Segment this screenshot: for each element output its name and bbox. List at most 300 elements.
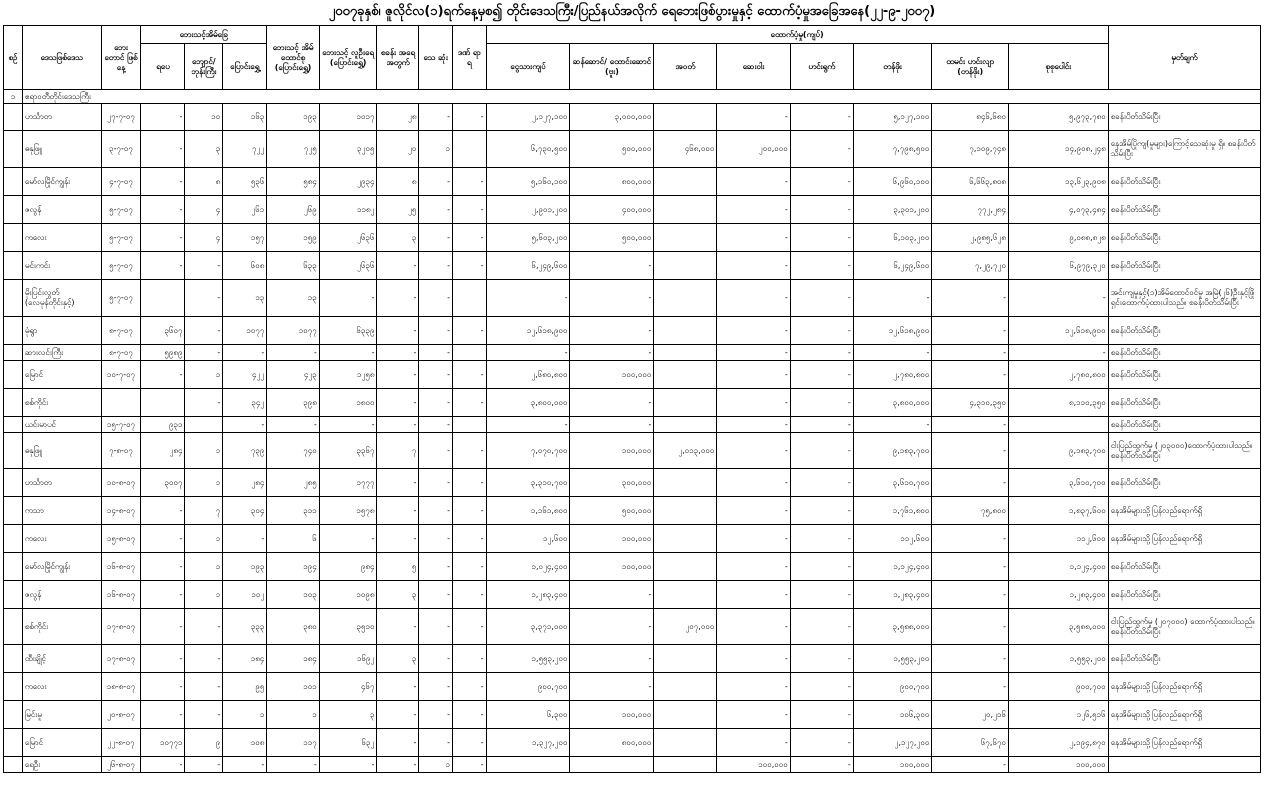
cell-cash: - [486,280,570,317]
cell-rice: ၁၀၀,၀၀၀ [570,701,654,729]
cell-cost: ၁၀၆,၃၀၀ [853,701,932,729]
cell-sm: - [185,757,223,773]
cell-med: - [717,609,790,645]
col-aff-people: ဘေးသင့် လူဦးရေ (ပြောင်းရွှေ့) [319,26,377,90]
cell-date: ၁၇-၈-၀၇ [101,645,141,673]
cell-sm: - [185,673,223,701]
cell-ahh: - [267,417,319,433]
relief-table [3,25,1261,773]
cell-oth: - [932,581,1009,609]
cell-cp: ၇ [377,433,419,469]
cell-hh: - [141,168,185,196]
cell-d: - [419,361,453,389]
cell-med: - [717,317,790,345]
cell-d: - [419,252,453,280]
cell-cl [654,252,717,280]
cell-rice: - [570,417,654,433]
cell-m [452,131,486,168]
col-area: ဒေသဖြစ်ဒေသ [22,26,101,90]
cell-rem: စခန်းပိတ်သိမ်းပြီး [1108,104,1260,131]
cell-tot: ၂,၁၉၄,၈၇၀ [1008,729,1108,757]
cell-d: - [419,196,453,224]
cell-cost: ၇,၇၉၈,၅၀၀ [853,131,932,168]
cell-cash: ၉၀၀,၇၀၀ [486,673,570,701]
cell-no [4,581,23,609]
cell-cl [654,317,717,345]
cell-cash: - [486,417,570,433]
cell-oth: ၆၇,၆၇၀ [932,729,1009,757]
cell-m: - [452,469,486,497]
cell-rem: စခန်းပိတ်သိမ်းပြီး [1108,224,1260,252]
cell-cost: ၆,၉၆၀,၁၀၀ [853,168,932,196]
cell-cost: ၆,၁၀၃,၂၀၀ [853,224,932,252]
cell-ap: ၁၀၁၇ [319,104,377,131]
cell-d: - [419,389,453,417]
cell-cp: ၃ [377,224,419,252]
cell-cp: ၃ [377,645,419,673]
cell-area: ကသာ [22,497,101,525]
cell-ahh: ၁၁၇ [267,729,319,757]
cell-med: - [717,469,790,497]
cell-area: စစ်ကိုင်း [22,609,101,645]
col-cost: တန်ဖိုး [853,44,932,90]
cell-rice: ၅၀၀,၀၀၀ [570,131,654,168]
cell-rl: ၃၃၃ [223,609,267,645]
cell-rem: စခန်းပိတ်သိမ်းပြီး [1108,581,1260,609]
cell-rl: - [223,525,267,553]
cell-cp: ၂၀ [377,131,419,168]
cell-sm: ၃ [185,131,223,168]
cell-oth: - [932,553,1009,581]
cell-oth: - [932,673,1009,701]
cell-m: - [452,701,486,729]
cell-area: ရေဦး [22,757,101,773]
cell-med: - [717,224,790,252]
table-row [4,469,1261,497]
cell-rl: ၁၅၇ [223,224,267,252]
cell-oth: - [932,417,1009,433]
cell-cl [654,417,717,433]
cell-ap: - [319,280,377,317]
cell-rem: စခန်းပိတ်သိမ်းပြီး [1108,196,1260,224]
cell-rl: ၃၄၂ [223,389,267,417]
cell-area: ဇလွန် [22,196,101,224]
cell-cp: ၃ [377,581,419,609]
cell-no [4,131,23,168]
cell-med: - [717,645,790,673]
cell-ahh: ၁၅၉ [267,224,319,252]
cell-cost: ၁,၅၅၃,၂၀၀ [853,645,932,673]
table-row [4,553,1261,581]
cell-rice: ၈၀၀,၀၀၀ [570,729,654,757]
cell-cp: - [377,729,419,757]
table-row [4,525,1261,553]
cell-rl: - [223,757,267,773]
col-date: ဘေး တောင် ဖြစ်နေ့ [101,26,141,90]
cell-rice: - [570,345,654,361]
table-row [4,417,1261,433]
cell-cost: ၂,၁၂၇,၂၀၀ [853,729,932,757]
table-row [4,104,1261,131]
cell-ahh: - [267,757,319,773]
cell-cl [654,361,717,389]
cell-rl: ၁၉၃ [223,553,267,581]
cell-cp: ၂၅ [377,196,419,224]
cell-m: - [452,252,486,280]
cell-cp: - [377,252,419,280]
cell-rem: စခန်းပိတ်သိမ်းပြီး [1108,553,1260,581]
cell-ap: ၂၆၃၆ [319,252,377,280]
cell-ap: ၃၅၁၀ [319,609,377,645]
cell-d: - [419,729,453,757]
table-row [4,252,1261,280]
cell-area: ကလေး [22,525,101,553]
cell-cash: ၁၂,၆၀၀ [486,525,570,553]
cell-rem: စခန်းပိတ်သိမ်းပြီး [1108,361,1260,389]
cell-no [4,196,23,224]
section-no: ၁ [4,90,23,104]
cell-d: - [419,525,453,553]
cell-rl: ၂၆၁ [223,196,267,224]
cell-d: - [419,433,453,469]
col-other: ထမင်း ဟင်းလျာ (တန်ဖိုး) [932,44,1009,90]
cell-ap: ၁၅၇၈ [319,497,377,525]
cell-sm: ၁ [185,525,223,553]
cell-date: ၂၇-၇-၀၇ [101,104,141,131]
cell-cl [654,525,717,553]
table-row [4,196,1261,224]
cell-date: ၈-၇-၀၇ [101,345,141,361]
cell-med: - [717,280,790,317]
cell-ahh: ၁၀၃ [267,581,319,609]
cell-no [4,609,23,645]
cell-ahh: ၆၃၃ [267,252,319,280]
cell-area: ဟင်္သာတ [22,104,101,131]
cell-oth: - [932,361,1009,389]
cell-rem: စခန်းပိတ်သိမ်းပြီး [1108,389,1260,417]
cell-rem: ငါးပြည်ထွက်မှု (၂၀၇၀၀၀) ထောက်ပံ့ထားပါသည်။ စခန်းပိတ်သိမ်းပြီး [1108,609,1260,645]
cell-med: ၁၀၀,၀၀၀ [717,757,790,773]
cell-sm: ၁ [185,433,223,469]
cell-rem: စခန်းပိတ်သိမ်းပြီး [1108,345,1260,361]
cell-tot: ၃,၅၈၈,၀၀၀ [1008,609,1108,645]
cell-rem: စခန်းပိတ်သိမ်းပြီး [1108,317,1260,345]
col-remarks: မှတ်ချက် [1108,26,1260,90]
cell-oil: - [790,417,853,433]
cell-tot: ၆,၉၇၉,၃၂၀ [1008,252,1108,280]
cell-oil: - [790,345,853,361]
cell-rice: - [570,389,654,417]
cell-ap: ၁၈၀၀ [319,389,377,417]
cell-med: - [717,361,790,389]
cell-rl: ၁ [223,701,267,729]
cell-rice: - [570,280,654,317]
col-cash: ငွေသားကျပ် [486,44,570,90]
cell-ahh: ၃၁၁ [267,497,319,525]
cell-cash: ၁,၀၂၄,၄၀၀ [486,553,570,581]
cell-oil: - [790,609,853,645]
cell-ap: ၃ [319,701,377,729]
cell-oth: ၂၀,၂၁၆ [932,701,1009,729]
cell-date: ၅-၇-၀၇ [101,252,141,280]
table-row [4,581,1261,609]
cell-oth: - [932,345,1009,361]
cell-m [452,345,486,361]
table-row [4,433,1261,469]
cell-m: - [452,196,486,224]
cell-d: - [419,224,453,252]
cell-date: ၁၄-၈-၀၇ [101,497,141,525]
cell-oil: - [790,196,853,224]
cell-oil: - [790,729,853,757]
cell-d: - [419,104,453,131]
cell-hh: - [141,581,185,609]
cell-cash: ၆,၃၀၀ [486,701,570,729]
cell-hh: ၉၃၁ [141,417,185,433]
cell-d: - [419,609,453,645]
cell-cp: - [377,317,419,345]
cell-date [101,389,141,417]
cell-area: မော်လမြိုင်ကျွန်း [22,168,101,196]
cell-cost: ၁,၁၂၄,၄၀၀ [853,553,932,581]
cell-ap: ၆၃၃၉ [319,317,377,345]
table-row [4,729,1261,757]
cell-rice: - [570,317,654,345]
cell-tot: ၈,၁၁၀,၃၅၀ [1008,389,1108,417]
cell-ahh: ၁၀၇၇ [267,317,319,345]
col-rice: ဆန်ဆောင်/ ထောင်းဆောင် (ဗူး) [570,44,654,90]
cell-oth: - [932,433,1009,469]
cell-tot: ၁,၂၈၃,၄၀၀ [1008,581,1108,609]
cell-m: - [452,553,486,581]
cell-sm: ၁ [185,553,223,581]
cell-ap: ၂၆၃၆ [319,224,377,252]
cell-date: ၁၅-၈-၀၇ [101,525,141,553]
table-row [4,317,1261,345]
cell-date: ၅-၇-၀၇ [101,196,141,224]
cell-oil: - [790,581,853,609]
cell-sm: ၁ [185,581,223,609]
cell-rice: ၅၀၀,၀၀၀ [570,497,654,525]
cell-cl [654,673,717,701]
cell-oil: - [790,224,853,252]
cell-sm: - [185,389,223,417]
cell-ahh: ၇၄၀ [267,433,319,469]
table-row [4,701,1261,729]
cell-cl [654,389,717,417]
cell-rem [1108,757,1260,773]
cell-date: ၂၂-၈-၀၇ [101,729,141,757]
cell-date: ၅-၇-၀၇ [101,224,141,252]
cell-cl [654,345,717,361]
cell-ahh: ၆ [267,525,319,553]
cell-tot: ၂,၇၈၀,၈၀၀ [1008,361,1108,389]
cell-hh: - [141,131,185,168]
cell-d: - [419,345,453,361]
cell-med: - [717,196,790,224]
cell-no [4,252,23,280]
cell-cp: ၈ [377,168,419,196]
cell-oth: ၇,၁၀၉,၇၄၈ [932,131,1009,168]
cell-oil: - [790,168,853,196]
cell-cash: ၅,၆၀၃,၂၀၀ [486,224,570,252]
cell-no [4,345,23,361]
cell-cash: ၅,၁၆၀,၁၀၀ [486,168,570,196]
cell-cost: ၃,၆၁၀,၇၀၀ [853,469,932,497]
cell-hh: - [141,553,185,581]
cell-ahh: ၁၈၄ [267,645,319,673]
col-missing: ဒဏ် ရာ ရ [452,26,486,90]
cell-rl: ၄၂၂ [223,361,267,389]
cell-m: - [452,168,486,196]
cell-cl [654,104,717,131]
cell-oil: - [790,525,853,553]
cell-cp: - [377,361,419,389]
cell-cp: - [377,389,419,417]
cell-m [452,417,486,433]
cell-tot: ၉,၁၈၃,၇၀၀ [1008,433,1108,469]
cell-sm: - [185,345,223,361]
cell-med: - [717,553,790,581]
cell-oil: - [790,645,853,673]
cell-tot: ၉၀၀,၇၀၀ [1008,673,1108,701]
cell-area: မြင်းမူ [22,701,101,729]
table-row [4,645,1261,673]
cell-rl: ၇၃၉ [223,433,267,469]
cell-m: - [452,609,486,645]
cell-cost: - [853,345,932,361]
cell-tot [1008,417,1108,433]
cell-date: ၄-၇-၀၇ [101,168,141,196]
cell-med: - [717,389,790,417]
cell-hh: - [141,104,185,131]
cell-rem: ငါးပြည်ထွက်မှု (၂၀၃၀၀၀)ထောက်ပံ့ထားပါသည်။ စခန်းပိတ်သိမ်းပြီး [1108,433,1260,469]
cell-cash: ၆,၇၃၀,၅၀၀ [486,131,570,168]
cell-cash: ၂,၆၈၀,၈၀၀ [486,361,570,389]
cell-cash: ၁,၅၅၃,၂၀၀ [486,645,570,673]
cell-ahh: ၃၈၀ [267,609,319,645]
cell-cp: - [377,497,419,525]
cell-area: ဓနုဖြူ [22,433,101,469]
table-row [4,673,1261,701]
cell-d: - [419,701,453,729]
cell-cl [654,196,717,224]
cell-rem: နေအိမ်များသို့ပြန်လည်ရောက်ရှိ [1108,673,1260,701]
cell-m: - [452,497,486,525]
col-relocated: ပြောင်းရွှေ့ [223,44,267,90]
cell-hh: - [141,645,185,673]
cell-ahh: ၂၈၅ [267,469,319,497]
cell-hh: ၁၀၇၇၁ [141,729,185,757]
cell-hh: - [141,224,185,252]
cell-ahh: ၁၉၄ [267,553,319,581]
cell-area: မုံရွာ [22,317,101,345]
cell-rl: ၃၀၄ [223,497,267,525]
cell-oth: ၄,၃၁၀,၃၅၀ [932,389,1009,417]
cell-no [4,645,23,673]
cell-area: ဇလွန် [22,581,101,609]
cell-cl [654,729,717,757]
cell-rl: ၉၅ [223,673,267,701]
cell-oil: - [790,553,853,581]
cell-cp: - [377,701,419,729]
cell-rem: နေအိမ်များသို့ပြန်လည်ရောက်ရှိ [1108,701,1260,729]
cell-m: - [452,433,486,469]
cell-cl [654,497,717,525]
cell-oth: ၆,၆၆၃,၈၀၈ [932,168,1009,196]
cell-m: - [452,389,486,417]
cell-no [4,224,23,252]
cell-ahh: ၃၉၈ [267,389,319,417]
cell-hh: - [141,673,185,701]
cell-ahh: ၅၈၄ [267,168,319,196]
cell-cost: ၅,၁၂၇,၁၀၀ [853,104,932,131]
cell-cash: ၁,၂၈၃,၄၀၀ [486,581,570,609]
cell-area: ကလေး [22,673,101,701]
cell-ap: ၁၀၉၈ [319,581,377,609]
cell-area: ယင်းမာပင် [22,417,101,433]
cell-cost: ၆,၂၄၉,၆၀၀ [853,252,932,280]
cell-tot: ၅,၉၇၃,၇၈၀ [1008,104,1108,131]
cell-cp: - [377,525,419,553]
cell-cp: ၅ [377,553,419,581]
cell-d: - [419,645,453,673]
cell-oil: - [790,104,853,131]
table-row [4,389,1261,417]
cell-cost: ၁၁၂,၆၀၀ [853,525,932,553]
cell-rl: ၁၆၃ [223,104,267,131]
cell-date: ၁၈-၈-၀၇ [101,673,141,701]
cell-oil: - [790,131,853,168]
cell-cp: - [377,345,419,361]
cell-no [4,104,23,131]
cell-rl: ၅၃၆ [223,168,267,196]
cell-m: - [452,104,486,131]
cell-ap: - [319,525,377,553]
cell-no [4,525,23,553]
cell-area: ထီးချိုင့် [22,645,101,673]
cell-area: မင်းကင်း [22,252,101,280]
cell-cost: ၃,၃၀၁,၂၀၀ [853,196,932,224]
cell-m: - [452,361,486,389]
col-medicine: ဆေးဝါး [717,44,790,90]
cell-area: ဟင်္သာတ [22,469,101,497]
cell-med: - [717,581,790,609]
cell-date: ၂၀-၈-၀၇ [101,701,141,729]
cell-sm: ၄ [185,196,223,224]
cell-oth: - [932,609,1009,645]
cell-cl [654,469,717,497]
cell-hh: - [141,525,185,553]
cell-sm: ၄ [185,224,223,252]
cell-med: - [717,497,790,525]
cell-area: ဆားလင်းကြီး [22,345,101,361]
cell-m: - [452,757,486,773]
cell-tot: - [1008,345,1108,361]
cell-sm: ၁၀ [185,104,223,131]
cell-oth: - [932,757,1009,773]
table-row [4,609,1261,645]
col-dead: သေ ဆုံး [419,26,453,90]
cell-cash: ၁,၁၆၁,၈၀၀ [486,497,570,525]
cell-sm: ၇ [185,497,223,525]
cell-oil: - [790,497,853,525]
cell-oth: ၇၇၂,၂၈၄ [932,196,1009,224]
cell-no [4,280,23,317]
cell-cost: ၁,၂၈၃,၄၀၀ [853,581,932,609]
cell-no [4,497,23,525]
cell-date: ၈-၇-၀၇ [101,317,141,345]
